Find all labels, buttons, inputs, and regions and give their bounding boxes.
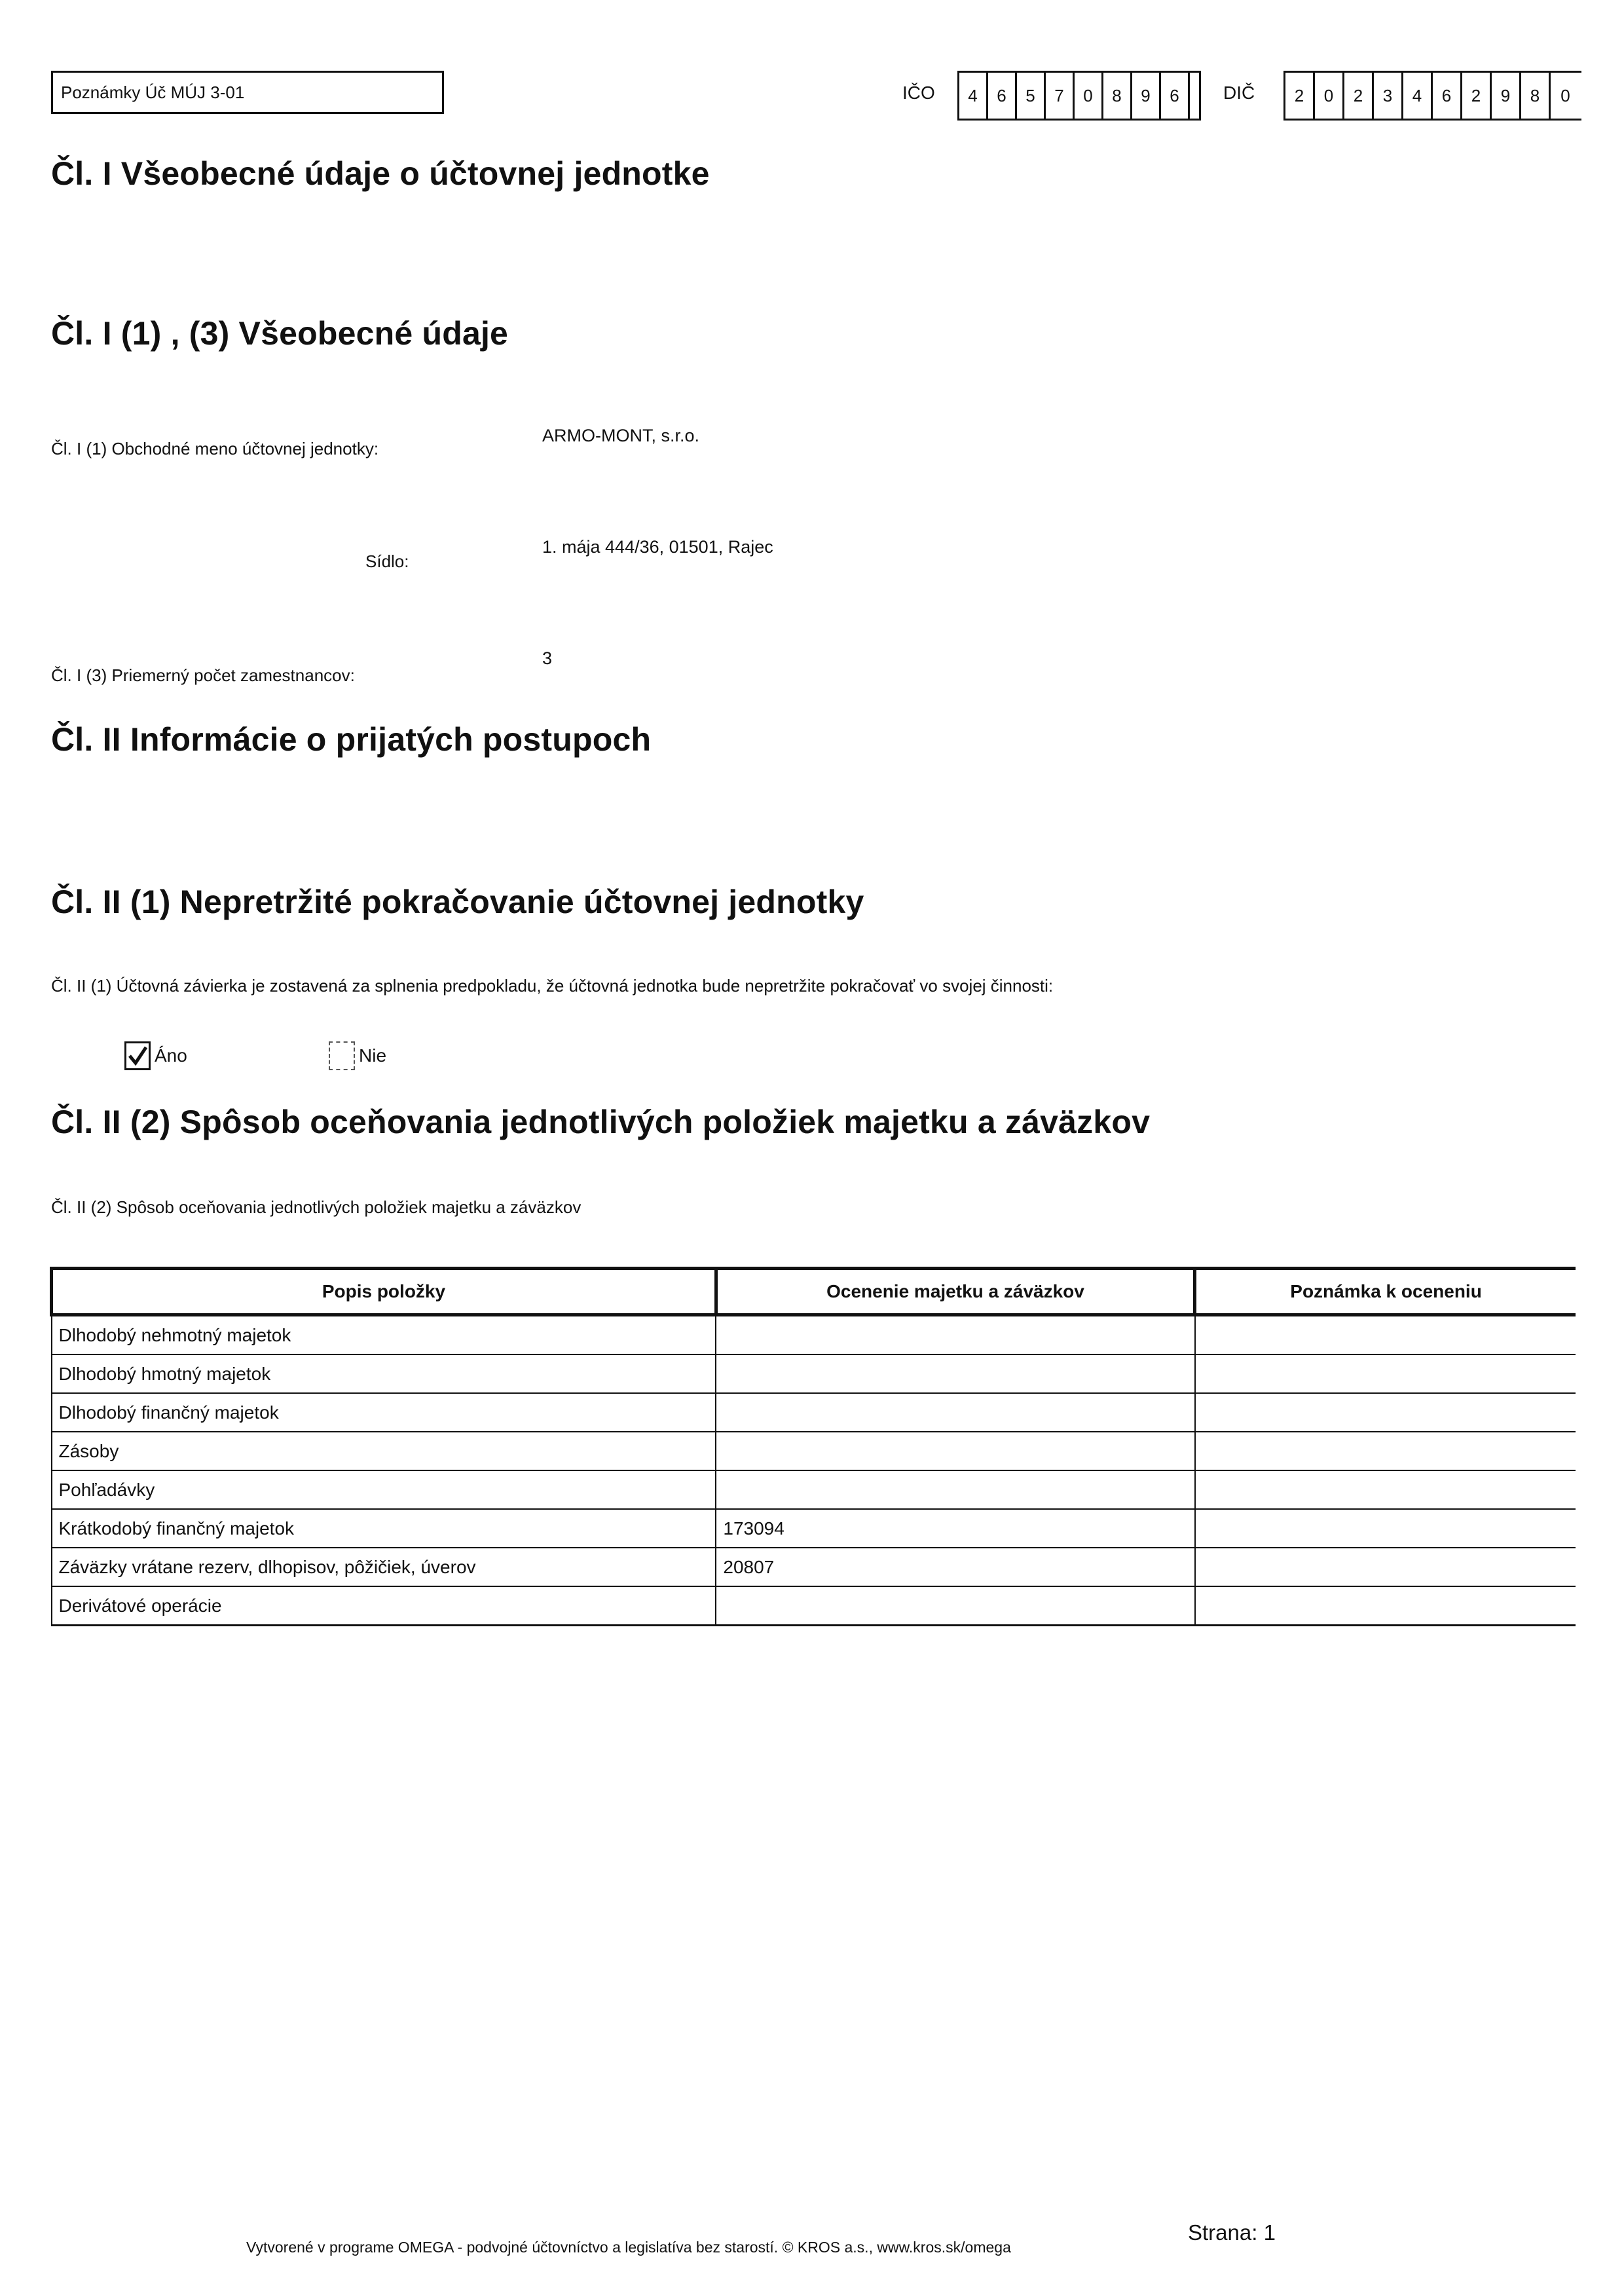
table-row <box>52 1315 1576 1355</box>
cell-description: Zásoby <box>52 1432 716 1470</box>
seat-label: Sídlo: <box>365 551 409 571</box>
employees-label: Čl. I (3) Priemerný počet zamestnancov: <box>51 665 355 685</box>
cell-note <box>1195 1509 1576 1548</box>
table-row <box>52 1509 1576 1548</box>
valuation-caption: Čl. II (2) Spôsob oceňovania jednotlivých položiek majetku a záväzkov <box>51 1197 581 1217</box>
checkbox-ano-label: Áno <box>155 1045 187 1066</box>
dic-digit: 3 <box>1374 73 1403 119</box>
going-concern-question: Čl. II (1) Účtovná závierka je zostavená za splnenia predpokladu, že účtovná jednotka bude nepretržite pokračovať vo svojej činnosti: <box>51 976 1054 996</box>
cell-note <box>1195 1315 1576 1355</box>
ico-digit: 8 <box>1103 73 1132 119</box>
section-2-title: Čl. II Informácie o prijatých postupoch <box>51 721 652 758</box>
dic-digit: 8 <box>1521 73 1551 119</box>
table-row <box>52 1470 1576 1509</box>
cell-description: Derivátové operácie <box>52 1586 716 1626</box>
table-row <box>52 1586 1576 1626</box>
employees-value: 3 <box>542 648 553 668</box>
cell-note <box>1195 1393 1576 1432</box>
dic-digit: 0 <box>1560 86 1570 105</box>
table-header-row <box>52 1269 1576 1315</box>
checkbox-nie[interactable] <box>329 1041 355 1070</box>
footer-text: Vytvorené v programe OMEGA - podvojné účtovníctvo a legislatíva bez starostí. © KROS a.s., www.kros.sk/omega <box>246 2239 1011 2256</box>
checkbox-nie-label: Nie <box>359 1045 387 1066</box>
company-name-label: Čl. I (1) Obchodné meno účtovnej jednotky: <box>51 439 379 458</box>
ico-digit: 4 <box>959 73 988 119</box>
cell-note <box>1195 1470 1576 1509</box>
dic-digit: 2 <box>1344 73 1374 119</box>
dic-digit: 2 <box>1462 73 1492 119</box>
ico-digit: 5 <box>1017 73 1046 119</box>
page-number: Strana: 1 <box>1188 2220 1276 2245</box>
dic-digit-boxes <box>1283 71 1581 121</box>
dic-digit: 9 <box>1492 73 1521 119</box>
cell-note <box>1195 1548 1576 1586</box>
cell-note <box>1195 1586 1576 1626</box>
cell-valuation: 20807 <box>716 1548 1194 1586</box>
company-name-value: ARMO-MONT, s.r.o. <box>542 426 700 445</box>
cell-description: Dlhodobý nehmotný majetok <box>52 1315 716 1355</box>
dic-digit: 6 <box>1433 73 1462 119</box>
dic-digit: 0 <box>1315 73 1344 119</box>
dic-label: DIČ <box>1223 83 1255 103</box>
cell-note <box>1195 1432 1576 1470</box>
checkmark-icon <box>126 1043 149 1068</box>
cell-description: Krátkodobý finančný majetok <box>52 1509 716 1548</box>
ico-digit-boxes <box>957 71 1201 121</box>
seat-value: 1. mája 444/36, 01501, Rajec <box>542 537 773 557</box>
ico-digit: 9 <box>1132 73 1161 119</box>
column-header-valuation: Ocenenie majetku a záväzkov <box>716 1269 1194 1315</box>
checkbox-ano[interactable] <box>124 1041 151 1070</box>
column-header-description: Popis položky <box>52 1269 716 1315</box>
dic-digit: 2 <box>1285 73 1315 119</box>
column-header-note: Poznámka k oceneniu <box>1195 1269 1576 1315</box>
section-2-1-title: Čl. II (1) Nepretržité pokračovanie účtovnej jednotky <box>51 884 864 920</box>
ico-digit: 7 <box>1046 73 1075 119</box>
ico-digit: 0 <box>1075 73 1103 119</box>
cell-description: Dlhodobý hmotný majetok <box>52 1354 716 1393</box>
cell-description: Pohľadávky <box>52 1470 716 1509</box>
form-label-box <box>51 71 444 114</box>
ico-digit: 6 <box>988 73 1017 119</box>
cell-valuation <box>716 1470 1194 1509</box>
section-1-title: Čl. I Všeobecné údaje o účtovnej jednotke <box>51 155 710 192</box>
cell-valuation <box>716 1393 1194 1432</box>
cell-note <box>1195 1354 1576 1393</box>
cell-valuation <box>716 1586 1194 1626</box>
form-label: Poznámky Úč MÚJ 3-01 <box>61 83 245 102</box>
dic-digit: 4 <box>1403 73 1433 119</box>
table-row <box>52 1432 1576 1470</box>
cell-valuation <box>716 1354 1194 1393</box>
section-1-subtitle: Čl. I (1) , (3) Všeobecné údaje <box>51 315 509 352</box>
table-row <box>52 1354 1576 1393</box>
cell-description: Záväzky vrátane rezerv, dlhopisov, pôžičiek, úverov <box>52 1548 716 1586</box>
ico-digit: 6 <box>1161 73 1190 119</box>
cell-description: Dlhodobý finančný majetok <box>52 1393 716 1432</box>
section-2-2-title: Čl. II (2) Spôsob oceňovania jednotlivých položiek majetku a záväzkov <box>51 1104 1151 1140</box>
ico-label: IČO <box>902 83 935 103</box>
cell-valuation: 173094 <box>716 1509 1194 1548</box>
table-row <box>52 1548 1576 1586</box>
cell-valuation <box>716 1432 1194 1470</box>
valuation-table <box>50 1267 1576 1626</box>
table-row <box>52 1393 1576 1432</box>
cell-valuation <box>716 1315 1194 1355</box>
